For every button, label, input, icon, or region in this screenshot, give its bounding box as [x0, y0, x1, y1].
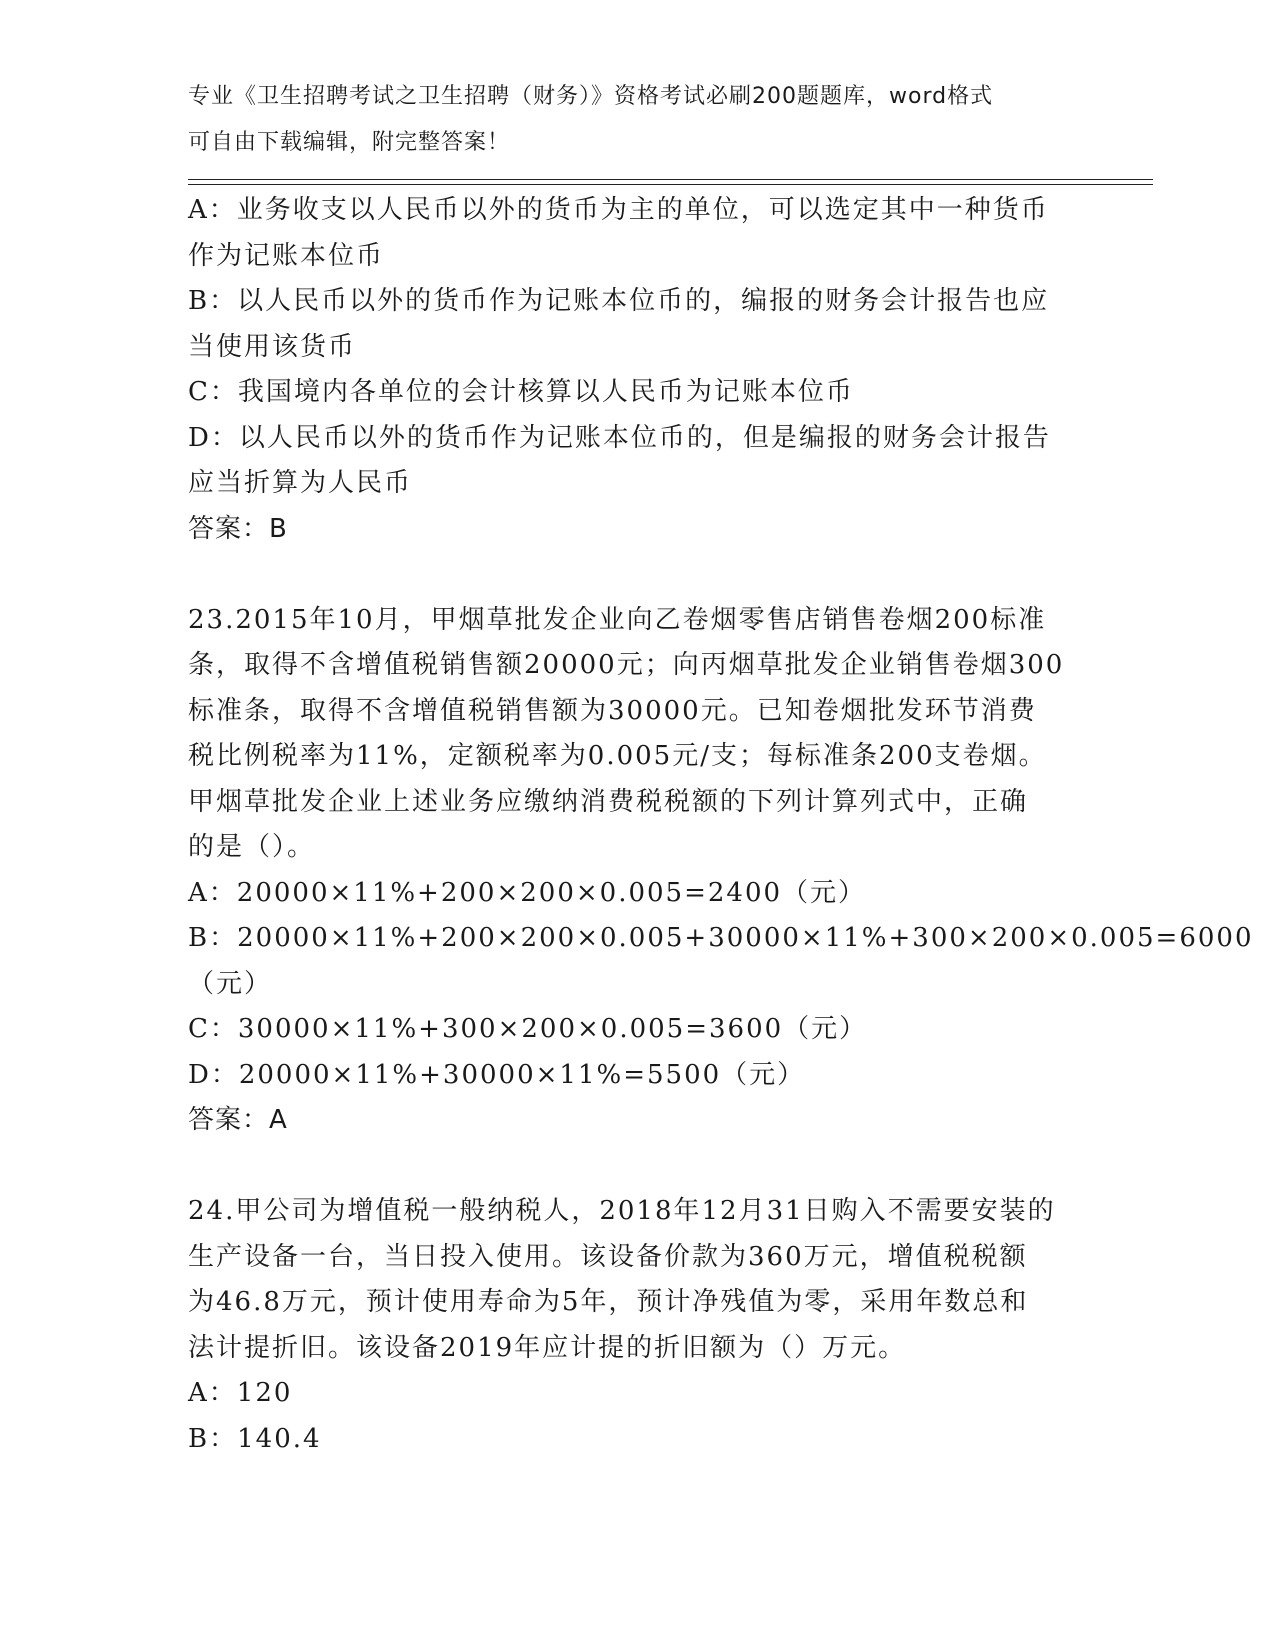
question-stem-line: 24.甲公司为增值税一般纳税人，2018年12月31日购入不需要安装的	[188, 1196, 1056, 1226]
option-c: C：我国境内各单位的会计核算以人民币为记账本位币	[188, 377, 854, 407]
option-d: D：20000×11%+30000×11%=5500（元）	[188, 1059, 806, 1090]
question-stem-line: 为46.8万元，预计使用寿命为5年，预计净残值为零，采用年数总和	[188, 1287, 1029, 1317]
header-divider	[188, 184, 1153, 185]
option-d: D：以人民币以外的货币作为记账本位币的，但是编报的财务会计报告	[188, 422, 1051, 453]
question-stem-line: 23.2015年10月，甲烟草批发企业向乙卷烟零售店销售卷烟200标准	[188, 604, 1047, 635]
question-stem-line: 法计提折旧。该设备2019年应计提的折旧额为（）万元。	[188, 1332, 907, 1363]
question-24	[188, 1189, 1088, 1462]
option-b: B：140.4	[188, 1423, 322, 1454]
header-divider	[188, 179, 1153, 180]
question-stem-line: 的是（）。	[188, 832, 316, 862]
answer: 答案：A	[188, 1105, 288, 1135]
question-23	[188, 598, 1254, 1144]
document-body	[188, 188, 1254, 1462]
option-c: C：30000×11%+300×200×0.005=3600（元）	[188, 1014, 868, 1044]
option-b-cont: 当使用该货币	[188, 331, 357, 362]
prev-question-options	[188, 188, 1088, 507]
option-b: B：以人民币以外的货币作为记账本位币的，编报的财务会计报告也应	[188, 286, 1050, 316]
header-line: 可自由下载编辑，附完整答案！	[188, 129, 511, 155]
spacer	[188, 552, 1088, 598]
spacer	[188, 1144, 1088, 1190]
option-a: A：业务收支以人民币以外的货币为主的单位，可以选定其中一种货币	[188, 195, 1049, 225]
header-line: 专业《卫生招聘考试之卫生招聘（财务）》资格考试必刷200题题库，word格式	[188, 84, 994, 109]
question-stem-line: 条，取得不含增值税销售额20000元；向丙烟草批发企业销售卷烟300	[188, 650, 1065, 680]
option-b-cont: （元）	[188, 968, 273, 999]
option-a: A：20000×11%+200×200×0.005=2400（元）	[188, 877, 867, 908]
question-stem-line: 生产设备一台，当日投入使用。该设备价款为360万元，增值税税额	[188, 1241, 1028, 1272]
question-stem-line: 税比例税率为11%，定额税率为0.005元/支；每标准条200支卷烟。	[188, 741, 1047, 771]
option-b: B：20000×11%+200×200×0.005+30000×11%+300×200×0.005=6000	[188, 923, 1254, 953]
question-stem-line: 标准条，取得不含增值税销售额为30000元。已知卷烟批发环节消费	[188, 695, 1037, 726]
answer: 答案：B	[188, 513, 288, 544]
option-d-cont: 应当折算为人民币	[188, 468, 413, 498]
document-header	[188, 74, 1068, 165]
option-a: A：120	[188, 1378, 293, 1408]
option-a-cont: 作为记账本位币	[188, 240, 385, 271]
question-stem-line: 甲烟草批发企业上述业务应缴纳消费税税额的下列计算列式中，正确	[188, 786, 1029, 817]
